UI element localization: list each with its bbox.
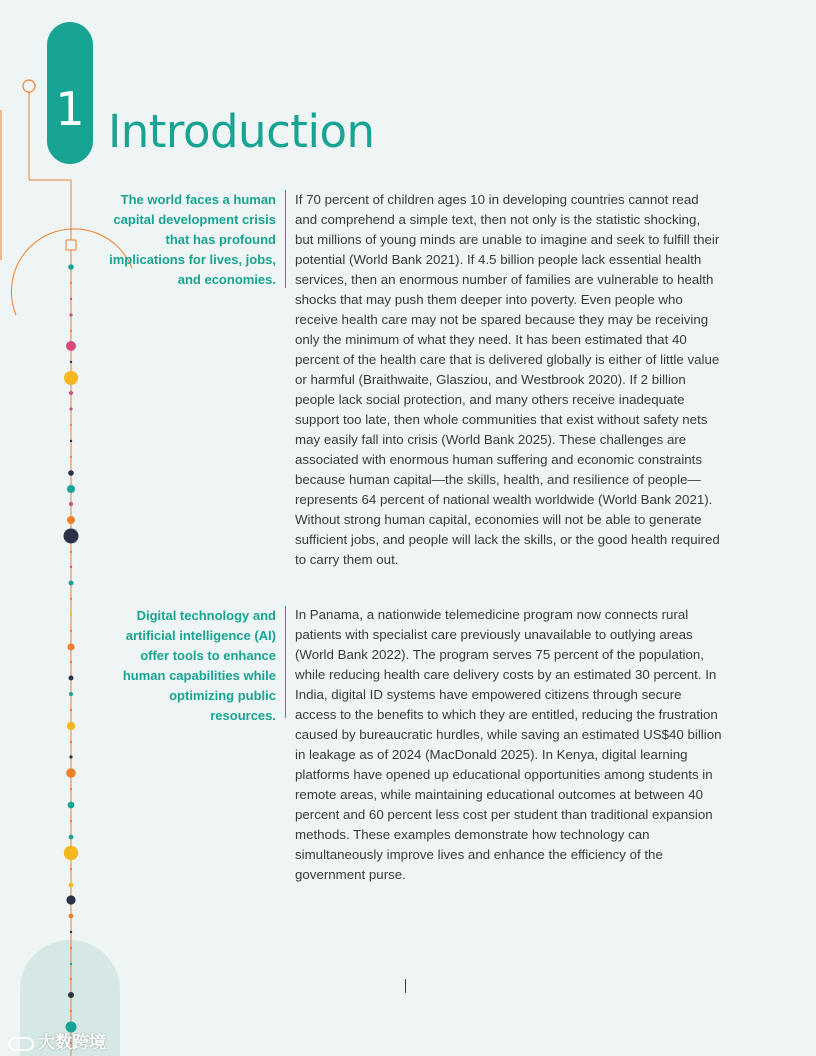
timeline-dot [67,516,75,524]
timeline-dot [66,341,76,351]
timeline-dot [64,371,78,385]
timeline-dot [68,264,74,270]
timeline-dot [64,846,78,860]
timeline-dot [69,502,73,506]
timeline-dot [70,820,72,822]
timeline-dot [70,424,72,426]
watermark-text: 大数跨境 [38,1033,106,1052]
timeline-start-node [23,80,35,92]
timeline-dot [69,407,72,410]
timeline-dot [69,914,74,919]
timeline-dot [70,978,72,980]
timeline-dot [70,947,72,949]
timeline-dot [70,709,72,711]
timeline-dot [69,313,72,316]
chapter-number: 1 [55,82,85,136]
timeline-dot [70,456,72,458]
timeline-dot [68,992,74,998]
timeline-dot [70,1010,72,1012]
timeline-dot [70,931,72,933]
watermark [8,1028,106,1053]
timeline-dot [70,551,72,553]
timeline-dot [70,661,72,663]
timeline-dot [69,581,74,586]
pull-quote: Digital technology and artificial intelligence (AI) offer tools to enhance human capabilities while optimizing public resources. [122,608,276,723]
page-marker [405,979,406,993]
timeline-dot [68,470,74,476]
timeline-dot [67,722,75,730]
timeline-dot [70,298,72,300]
timeline-dot [69,883,74,888]
timeline-dot [69,755,72,758]
timeline-dot [69,391,73,395]
timeline-dot [69,835,74,840]
pull-quote-divider [285,606,286,718]
timeline-dot [70,566,72,568]
timeline-dot [69,676,74,681]
timeline-dot [70,741,72,743]
timeline-dot [68,802,75,809]
timeline-dot [70,868,72,870]
timeline-square-node [66,240,76,250]
body-paragraph: If 70 percent of children ages 10 in developing countries cannot read and comprehend a simple text, then not only is the statistic shocking, but millions of young minds are unable to imagine and seek to fulfill their potential (World Bank 2021). If 4.5 billion people lack essential health services, then an enormous number of families are vulnerable to health shocks that may push them deeper into poverty. Even people who receive health care may not be spared because they may be receiving only the minimum of what they need. It has been estimated that 40 percent of the health care that is delivered globally is either of little value or harmful (Braithwaite, Glasziou, and Westbrook 2020). If 2 billion people lack social protection, and many others receive inadequate support too late, then whole communities that exist without safety nets may easily fall into crisis (World Bank 2025). These challenges are associated with enormous human suffering and economic constraints because human capital—the skills, health, and resilience of people—represents 64 percent of national wealth worldwide (World Bank 2021). Without strong human capital, economies will not be able to generate sufficient jobs, and people will lack the skills, or the good health required to carry them out. [295,192,720,567]
body-paragraph: In Panama, a nationwide telemedicine program now connects rural patients with specialist care previously unavailable to outlying areas (World Bank 2022). The program serves 75 percent of the population, while reducing health care delivery costs by an estimated 30 percent. In India, digital ID systems have empowered citizens through secure access to the benefits to which they are entitled, reducing the frustration caused by bureaucratic hurdles, while saving an estimated US$40 billion in leakage as of 2024 (MacDonald 2025). In Kenya, digital learning platforms have opened up educational opportunities among students in remote areas, while maintaining educational outcomes at between 40 percent and 60 percent less cost per student than traditional expansion methods. These examples demonstrate how technology can simultaneously improve lives and enhance the efficiency of the government purse. [295,607,722,882]
timeline-dot [70,614,72,616]
pull-quote: The world faces a human capital development crisis that has profound implications for lives, jobs, and economies. [109,192,276,287]
timeline-dot [67,643,74,650]
timeline-dot [70,788,72,790]
timeline-dot [70,330,72,332]
pull-quote-divider [285,190,286,288]
chapter-number-badge [47,22,93,164]
timeline-dot [66,895,75,904]
timeline-dot [66,768,76,778]
timeline-dot [70,598,72,600]
timeline-dot [70,963,72,965]
timeline-dot [67,485,75,493]
timeline-dot [70,440,72,442]
timeline-dot [70,361,72,363]
timeline-dot [70,630,72,632]
chapter-title: Introduction [108,105,375,158]
timeline-dot [64,529,79,544]
timeline-dot [70,282,72,284]
timeline-dot [69,692,73,696]
watermark-logo-icon [8,1037,34,1051]
